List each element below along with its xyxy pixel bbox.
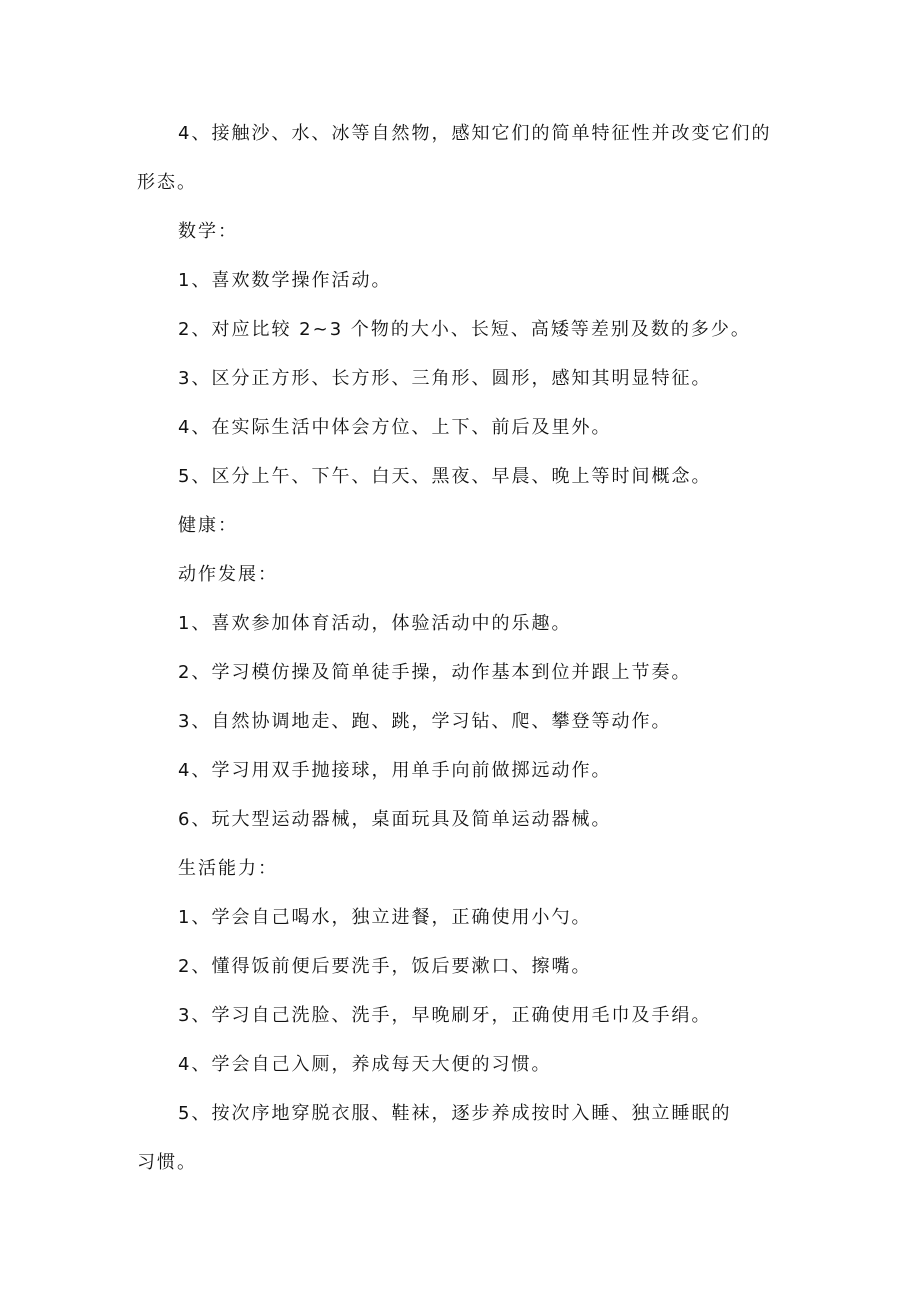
section-heading: 健康： xyxy=(178,515,238,536)
list-item: 3、学习自己洗脸、洗手，早晚刷牙，正确使用毛巾及手绢。 xyxy=(178,1005,712,1026)
list-item: 5、区分上午、下午、白天、黑夜、早晨、晚上等时间概念。 xyxy=(178,466,712,487)
list-item: 4、学会自己入厕，养成每天大便的习惯。 xyxy=(178,1054,552,1075)
list-item: 4、在实际生活中体会方位、上下、前后及里外。 xyxy=(178,417,612,438)
list-item: 1、喜欢数学操作活动。 xyxy=(178,270,392,291)
list-item: 2、懂得饭前便后要洗手，饭后要漱口、擦嘴。 xyxy=(178,956,592,977)
list-item: 3、区分正方形、长方形、三角形、圆形，感知其明显特征。 xyxy=(178,368,712,389)
list-item: 3、自然协调地走、跑、跳，学习钻、爬、攀登等动作。 xyxy=(178,711,672,732)
paragraph-line: 4、接触沙、水、冰等自然物，感知它们的简单特征性并改变它们的 xyxy=(178,123,772,144)
list-item: 5、按次序地穿脱衣服、鞋袜，逐步养成按时入睡、独立睡眠的 xyxy=(178,1103,732,1124)
list-item: 4、学习用双手抛接球，用单手向前做掷远动作。 xyxy=(178,760,612,781)
paragraph-line: 习惯。 xyxy=(137,1152,197,1173)
subsection-heading: 生活能力： xyxy=(178,858,278,879)
subsection-heading: 动作发展： xyxy=(178,564,278,585)
list-item: 2、对应比较 2~3 个物的大小、长短、高矮等差别及数的多少。 xyxy=(178,319,751,340)
list-item: 1、学会自己喝水，独立进餐，正确使用小勺。 xyxy=(178,907,592,928)
list-item: 2、学习模仿操及简单徒手操，动作基本到位并跟上节奏。 xyxy=(178,662,692,683)
list-item: 6、玩大型运动器械，桌面玩具及简单运动器械。 xyxy=(178,809,612,830)
section-heading: 数学： xyxy=(178,221,238,242)
list-item: 1、喜欢参加体育活动，体验活动中的乐趣。 xyxy=(178,613,572,634)
paragraph-line: 形态。 xyxy=(137,172,197,193)
